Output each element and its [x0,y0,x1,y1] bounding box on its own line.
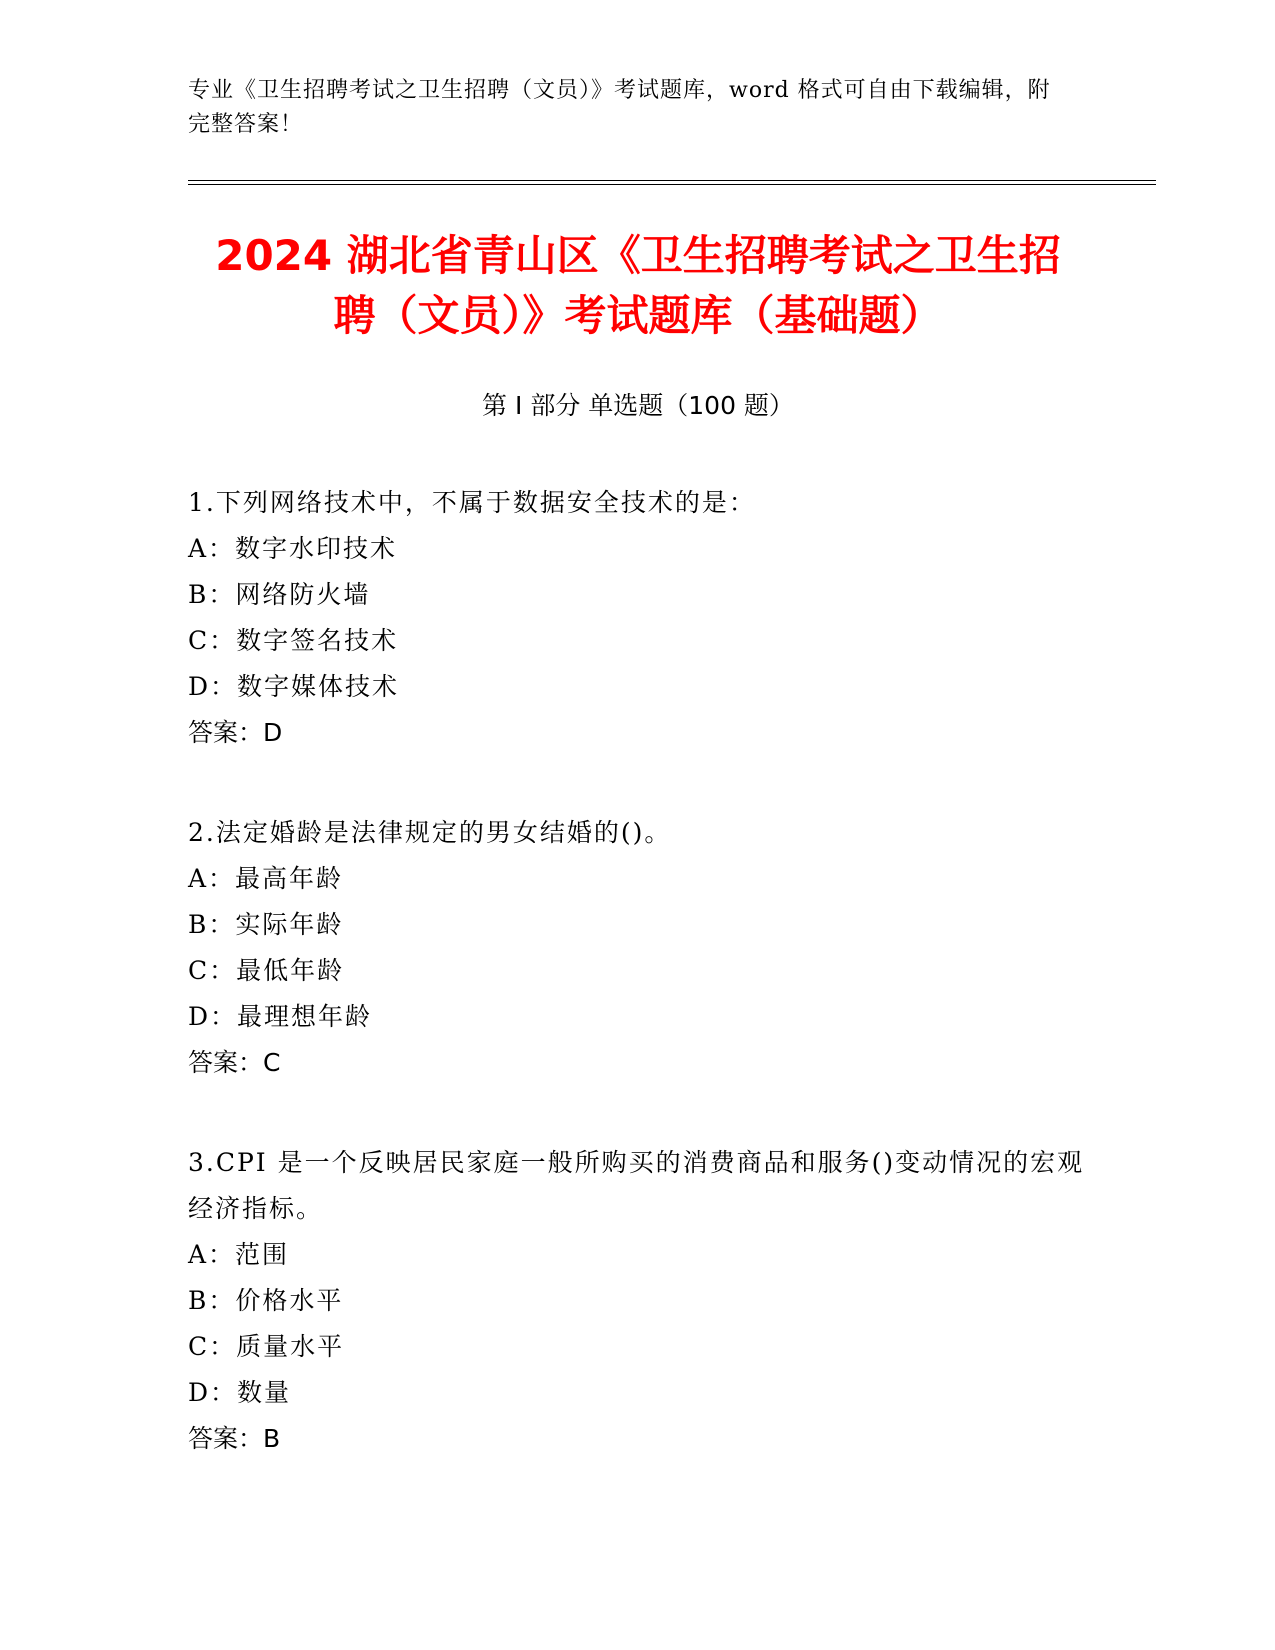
option-c: C：质量水平 [188,1332,345,1361]
option-b: B：实际年龄 [188,910,344,939]
option-d: D：最理想年龄 [188,1002,373,1031]
option-a: A：数字水印技术 [188,534,398,563]
option-d: D：数量 [188,1378,292,1407]
option-a: A：范围 [188,1240,290,1269]
answer: 答案：D [188,718,283,747]
question-stem: 1.下列网络技术中，不属于数据安全技术的是： [188,488,756,517]
header-divider-bottom [188,184,1156,185]
answer: 答案：B [188,1424,281,1453]
question-list [188,480,1088,1516]
section-title: 第 I 部分 单选题（100 题） [482,391,794,420]
question-stem: 3.CPI 是一个反映居民家庭一般所购买的消费商品和服务()变动情况的宏观经济指标。 [188,1148,1085,1223]
header-note: 专业《卫生招聘考试之卫生招聘（文员）》考试题库，word 格式可自由下载编辑，附完整答案！ [188,78,1051,137]
question-2 [188,810,1088,1086]
header-divider-top [188,180,1156,181]
question-1 [188,480,1088,756]
question-3 [188,1140,1088,1462]
option-b: B：价格水平 [188,1286,344,1315]
document-title-line-1: 2024 湖北省青山区《卫生招聘考试之卫生招 [215,231,1061,280]
option-b: B：网络防火墙 [188,580,371,609]
document-title [188,226,1088,346]
option-d: D：数字媒体技术 [188,672,400,701]
option-a: A：最高年龄 [188,864,344,893]
question-stem: 2.法定婚龄是法律规定的男女结婚的()。 [188,818,672,847]
document-title-line-2: 聘（文员）》考试题库（基础题） [333,291,943,340]
answer: 答案：C [188,1048,281,1077]
option-c: C：数字签名技术 [188,626,399,655]
option-c: C：最低年龄 [188,956,345,985]
